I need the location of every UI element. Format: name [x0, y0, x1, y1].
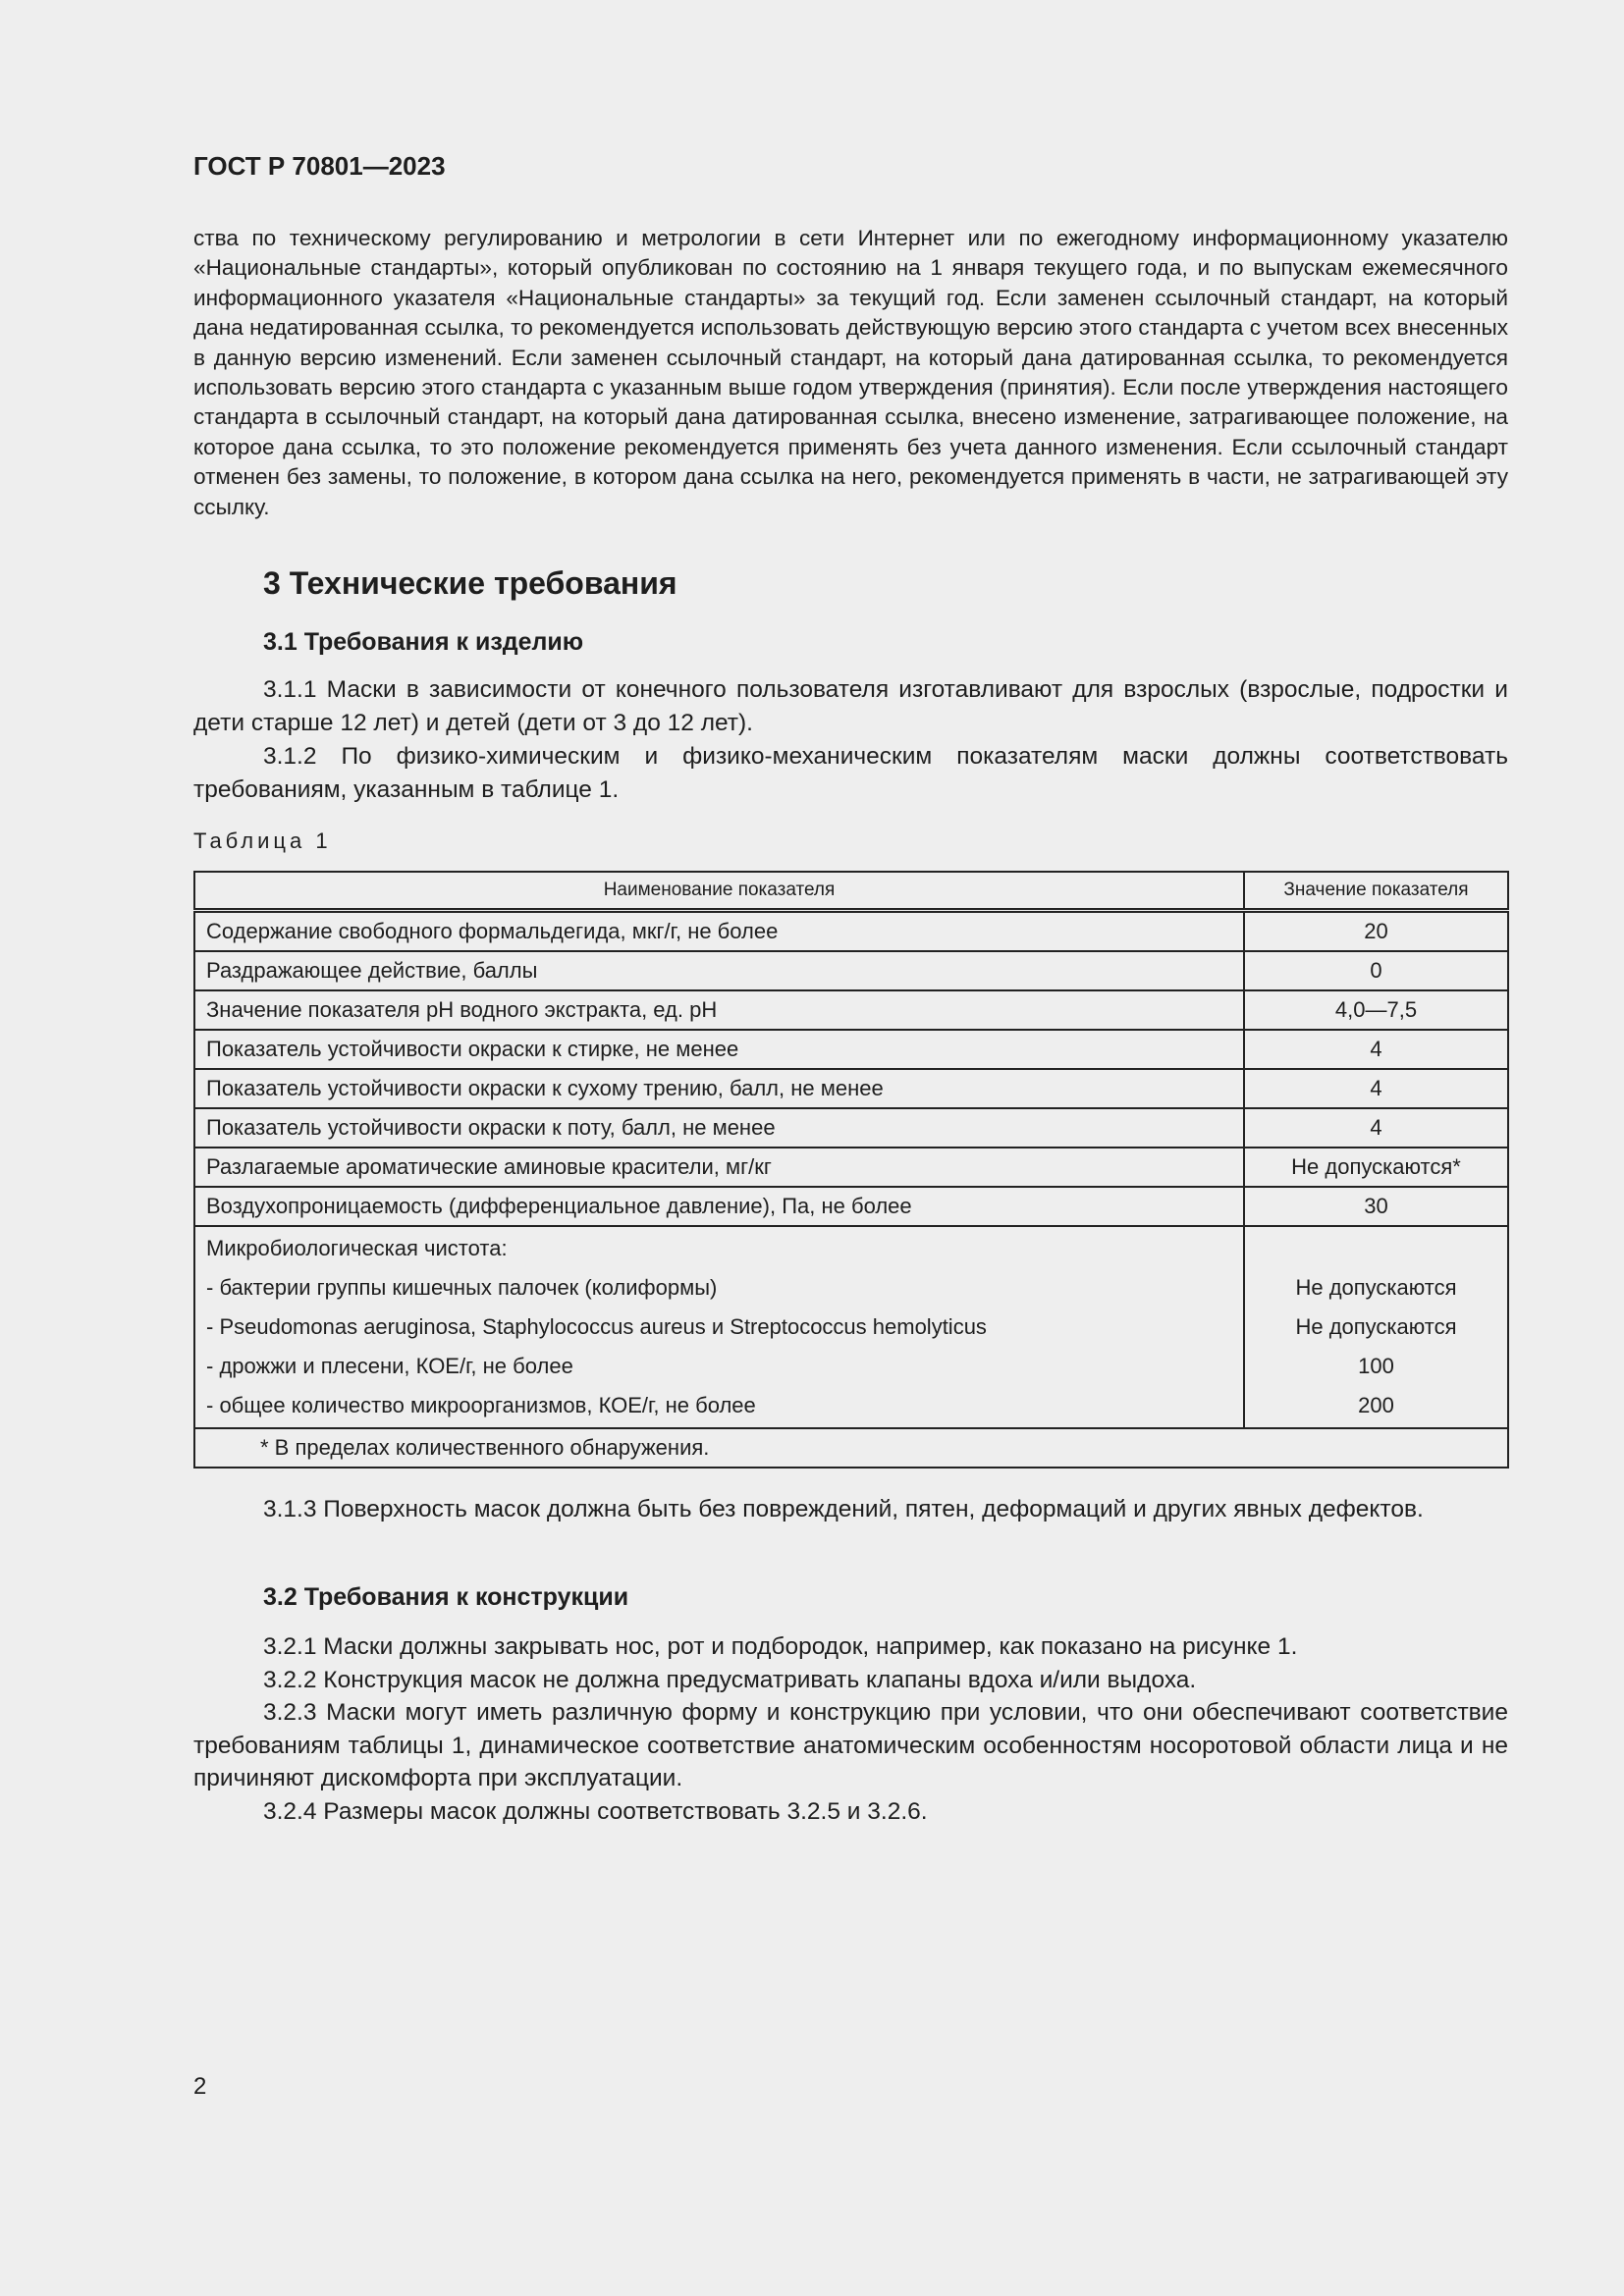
paragraph-3-1-3: 3.1.3 Поверхность масок должна быть без повреждений, пятен, деформаций и других явных дефектов.	[263, 1496, 1424, 1522]
table-footnote-row	[194, 1428, 1508, 1468]
table-row	[194, 1148, 1508, 1187]
paragraph-text: ства по техническому регулированию и метрологии в сети Интернет или по ежегодному информационному указателю «Национальные стандарты», который опубликован по состоянию на 1 января текущего года, и по выпускам ежемесячного информационного указателя «Национальные стандарты» за текущий год. Если заменен ссылочный стандарт, на который дана недатированная ссылка, то рекомендуется использовать действующую версию этого стандарта с учетом всех внесенных в данную версию изменений. Если заменен ссылочный стандарт, на который дана датированная ссылка, то рекомендуется использовать версию этого стандарта с указанным выше годом утверждения (принятия). Если после утверждения настоящего стандарта в ссылочный стандарт, на который дана датированная ссылка, внесено изменение, затрагивающее положение, на которое дана ссылка, то это положение рекомендуется применять без учета данного изменения. Если ссылочный стандарт отменен без замены, то положение, в котором дана ссылка на него, рекомендуется применять в части, не затрагивающей эту ссылку.	[193, 226, 1508, 519]
table-row-microbiology	[194, 1226, 1508, 1428]
table-row	[194, 1108, 1508, 1148]
paragraph-3-1-1: 3.1.1 Маски в зависимости от конечного пользователя изготавливают для взрослых (взрослые, подростки и дети старше 12 лет) и детей (дети от 3 до 12 лет).	[193, 676, 1508, 736]
table-caption: Таблица 1	[193, 828, 332, 853]
micro-value: Не допускаются	[1295, 1275, 1457, 1300]
indicator-name: Показатель устойчивости окраски к поту, балл, не менее	[194, 1108, 1244, 1148]
section-3-2-heading: 3.2 Требования к конструкции	[263, 1583, 629, 1611]
paragraph-3-2-3: 3.2.3 Маски могут иметь различную форму и конструкцию при условии, что они обеспечивают соответствие требованиям таблицы 1, динамическое соответствие анатомическим особенностям носоротовой области лица и не причиняют дискомфорта при эксплуатации.	[193, 1699, 1508, 1791]
indicator-name: Показатель устойчивости окраски к стирке, не менее	[194, 1030, 1244, 1069]
table-row	[194, 911, 1508, 952]
indicator-name: Показатель устойчивости окраски к сухому трению, балл, не менее	[194, 1069, 1244, 1108]
section-3-2-paragraphs	[193, 1630, 1508, 1828]
intro-paragraph	[193, 224, 1508, 522]
micro-value: 100	[1358, 1354, 1394, 1378]
page-number: 2	[193, 2073, 207, 2100]
micro-names	[194, 1226, 1244, 1428]
table-row	[194, 990, 1508, 1030]
table-row	[194, 951, 1508, 990]
table-row	[194, 1187, 1508, 1226]
indicator-name: Разлагаемые ароматические аминовые красители, мг/кг	[194, 1148, 1244, 1187]
micro-item: - бактерии группы кишечных палочек (колиформы)	[206, 1275, 718, 1300]
indicator-value: 30	[1244, 1187, 1508, 1226]
micro-values	[1244, 1226, 1508, 1428]
column-header: Значение показателя	[1244, 872, 1508, 911]
paragraph-3-2-1: 3.2.1 Маски должны закрывать нос, рот и подбородок, например, как показано на рисунке 1.	[263, 1633, 1298, 1660]
paragraph-3-2-4: 3.2.4 Размеры масок должны соответствовать 3.2.5 и 3.2.6.	[263, 1797, 928, 1825]
paragraph-3-1-2: 3.1.2 По физико-химическим и физико-механическим показателям маски должны соответствовать требованиям, указанным в таблице 1.	[193, 743, 1508, 803]
indicator-value: 4,0—7,5	[1244, 990, 1508, 1030]
indicator-value: Не допускаются*	[1244, 1148, 1508, 1187]
indicator-value: 4	[1244, 1069, 1508, 1108]
section-3-1-paragraphs	[193, 673, 1508, 807]
document-code-header: ГОСТ Р 70801—2023	[193, 151, 446, 181]
micro-value: 200	[1358, 1393, 1394, 1417]
indicator-value: 20	[1244, 911, 1508, 952]
indicator-name: Воздухопроницаемость (дифференциальное давление), Па, не более	[194, 1187, 1244, 1226]
indicator-value: 0	[1244, 951, 1508, 990]
indicator-name: Раздражающее действие, баллы	[194, 951, 1244, 990]
paragraph-3-2-2: 3.2.2 Конструкция масок не должна предусматривать клапаны вдоха и/или выдоха.	[263, 1666, 1197, 1693]
section-3-heading: 3 Технические требования	[263, 565, 677, 601]
table-row	[194, 1069, 1508, 1108]
indicator-value: 4	[1244, 1108, 1508, 1148]
column-header: Наименование показателя	[194, 872, 1244, 911]
micro-title: Микробиологическая чистота:	[206, 1236, 508, 1260]
micro-item: - дрожжи и плесени, КОЕ/г, не более	[206, 1354, 573, 1378]
indicator-name: Значение показателя pH водного экстракта, ед. pH	[194, 990, 1244, 1030]
micro-value: Не допускаются	[1295, 1314, 1457, 1339]
table-footnote: * В пределах количественного обнаружения.	[194, 1428, 1508, 1468]
micro-item: - Pseudomonas aeruginosa, Staphylococcus aureus и Streptococcus hemolyticus	[206, 1314, 987, 1339]
indicator-value: 4	[1244, 1030, 1508, 1069]
micro-item: - общее количество микроорганизмов, КОЕ/г, не более	[206, 1393, 756, 1417]
indicator-name: Содержание свободного формальдегида, мкг/г, не более	[194, 911, 1244, 952]
paragraph-3-1-3-block	[193, 1493, 1508, 1526]
table-header-row	[194, 872, 1508, 911]
requirements-table	[193, 871, 1509, 1468]
table-row	[194, 1030, 1508, 1069]
section-3-1-heading: 3.1 Требования к изделию	[263, 628, 584, 656]
